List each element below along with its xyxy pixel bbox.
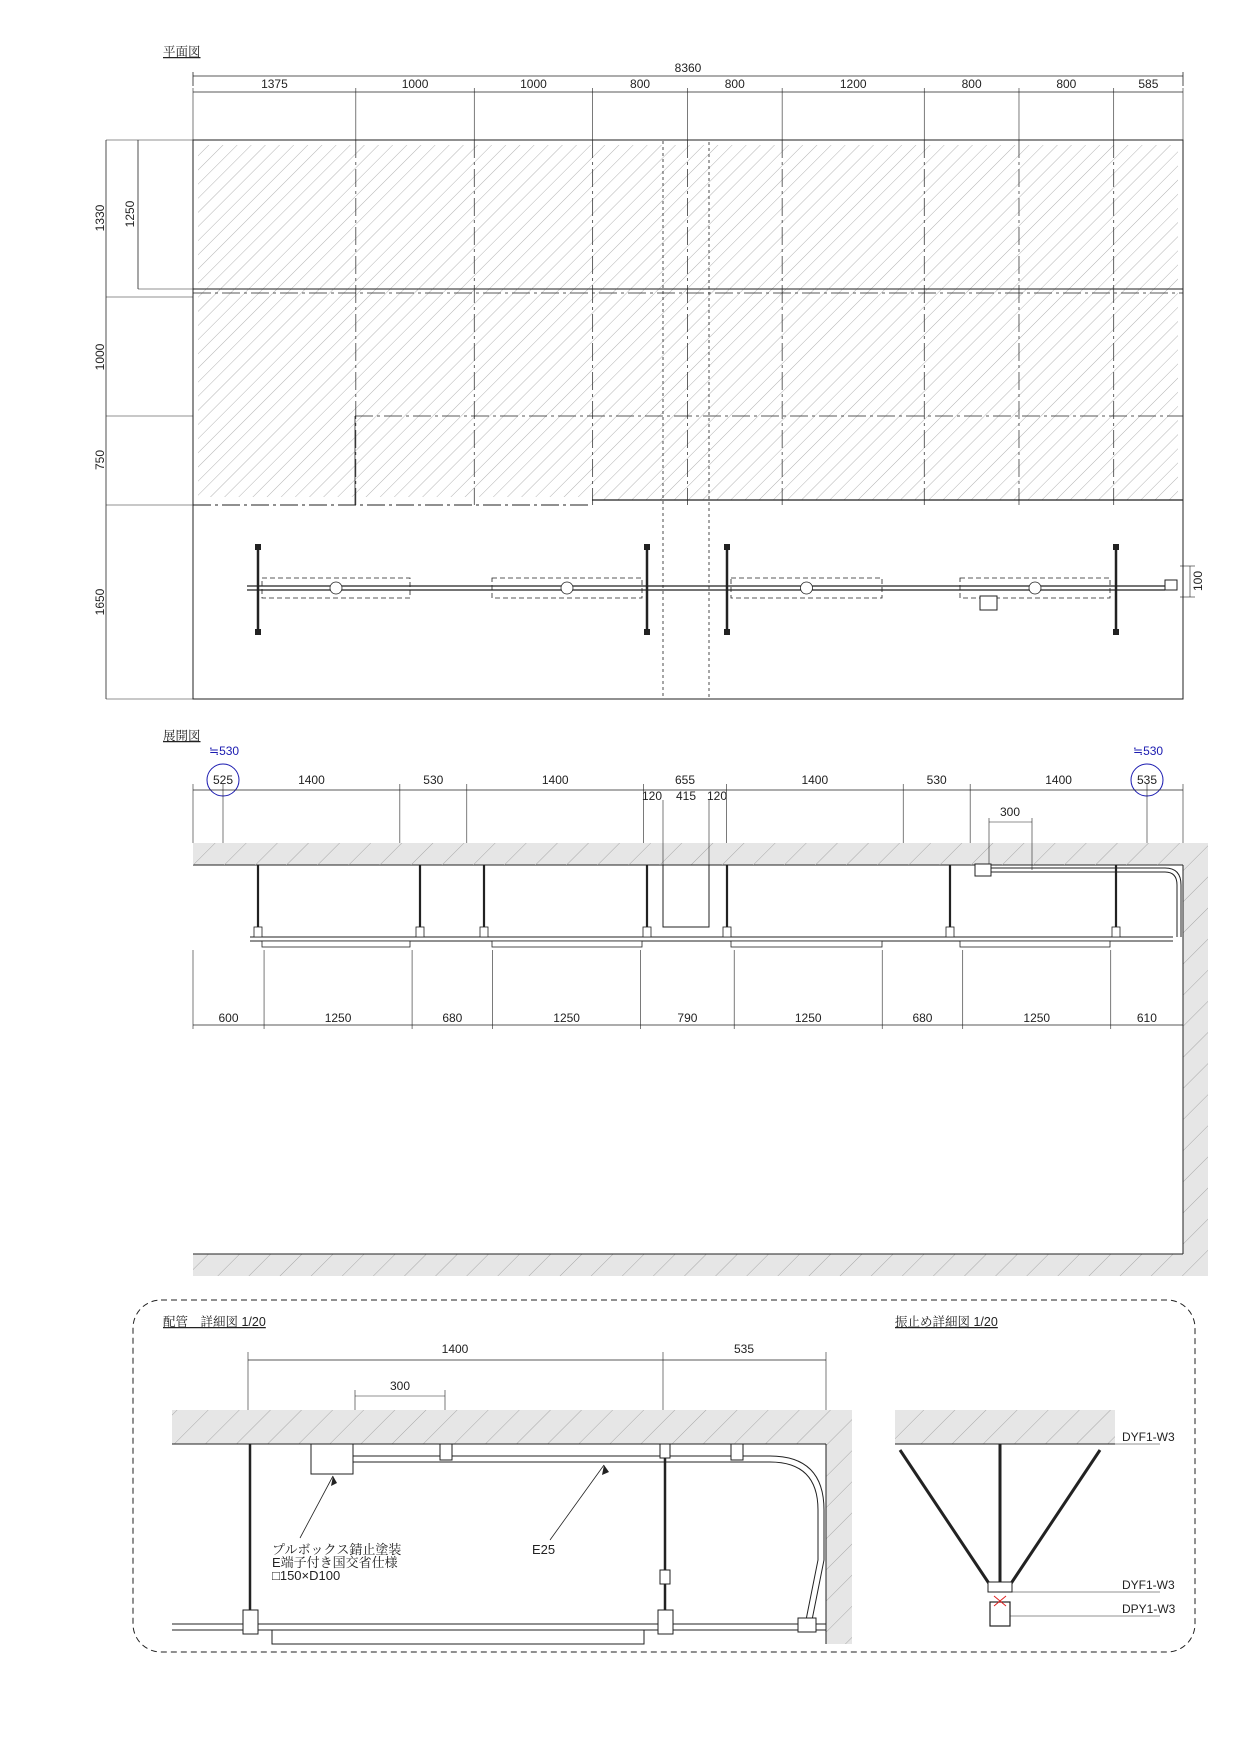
plan-right-dim: 100 (1191, 570, 1205, 592)
conduit-label: E25 (532, 1542, 556, 1557)
right-circled-dim: 535 (1136, 773, 1158, 787)
plan-brace-end (255, 629, 261, 635)
pullbox-note-line1: プルボックス錆止塗装 (272, 1542, 402, 1557)
elevation-bottom-dims (193, 950, 1183, 1029)
elevation-bottom-dim-label: 1250 (553, 1011, 580, 1025)
elevation-top-dim-label: 1400 (541, 773, 569, 787)
elevation-pull-box (975, 864, 991, 876)
piping-detail (163, 1315, 852, 1644)
right-approx-dim: ≒530 (1133, 744, 1164, 758)
elevation-hanger-clamp (1112, 927, 1120, 937)
brace-rail-clamp (990, 1602, 1010, 1626)
piping-detail-title: 配管 詳細図 1/20 (163, 1315, 266, 1329)
plan-brace-end (644, 544, 650, 550)
elevation-bottom-dim-label: 610 (1136, 1011, 1157, 1025)
plan-top-dim-label: 1375 (261, 77, 288, 91)
elevation-bottom-dim-label: 790 (677, 1011, 698, 1025)
elevation-bottom-dim-label: 1250 (794, 1011, 822, 1025)
plan-top-dim-label: 800 (724, 77, 745, 91)
plan-top-dim-label: 800 (630, 77, 651, 91)
elevation-center-dim-label: 415 (675, 789, 697, 803)
plan-fixtures (262, 578, 1110, 598)
plan-view (93, 45, 1205, 699)
elevation-hanger-clamp (723, 927, 731, 937)
plan-fixture-lamp (801, 582, 813, 594)
elevation-fixture (960, 941, 1110, 947)
plan-top-dim-label: 585 (1138, 77, 1159, 91)
brace-detail-title: 振止め詳細図 1/20 (895, 1315, 998, 1329)
left-dim-2: 1000 (93, 343, 107, 371)
piping-dim-pullbox: 300 (389, 1379, 411, 1393)
plan-hatched-area (198, 145, 1178, 500)
elevation-view (163, 729, 1208, 1276)
brace-detail (895, 1314, 1176, 1626)
plan-top-dim-label: 1000 (401, 77, 429, 91)
brace-label-3: DPY1-W3 (1122, 1602, 1176, 1616)
pullbox-note-line3: □150×D100 (272, 1568, 341, 1583)
left-circled-dim: 525 (212, 773, 234, 787)
brace-label-2: DYF1-W3 (1122, 1578, 1175, 1592)
elevation-bottom-dim-label: 680 (912, 1011, 933, 1025)
plan-top-dim-label: 800 (961, 77, 982, 91)
elevation-fixture (492, 941, 642, 947)
elevation-hanger-clamp (643, 927, 651, 937)
left-dim-4: 1650 (93, 588, 107, 616)
piping-dim-end: 535 (733, 1342, 755, 1356)
elevation-bottom-dim-label: 1250 (324, 1011, 352, 1025)
elevation-top-dim-label: 1400 (298, 773, 325, 787)
elevation-title: 展開図 (163, 729, 201, 743)
detail-pull-box (311, 1444, 353, 1474)
plan-top-dim-label: 1200 (839, 77, 867, 91)
plan-brace-end (724, 629, 730, 635)
elevation-top-dim-label: 530 (926, 773, 947, 787)
elevation-fixture (731, 941, 882, 947)
elevation-hanger-clamp (416, 927, 424, 937)
elevation-top-dim-label: 1400 (1045, 773, 1072, 787)
plan-top-dim-label: 800 (1056, 77, 1077, 91)
plan-fixture-lamp (561, 582, 573, 594)
plan-fixture-lamp (1029, 582, 1041, 594)
left-dim-3: 750 (93, 449, 107, 471)
plan-top-dim-label: 1000 (520, 77, 547, 91)
elevation-top-dim-label: 655 (674, 773, 696, 787)
elevation-top-dim-label: 1400 (801, 773, 829, 787)
plan-pull-box (980, 596, 997, 610)
elevation-center-dim-label: 120 (641, 789, 663, 803)
plan-brace-end (724, 544, 730, 550)
elevation-top-dims (193, 773, 1183, 843)
brace-label-1: DYF1-W3 (1122, 1430, 1175, 1444)
elevation-hanger-clamp (254, 927, 262, 937)
elevation-center-dim-label: 120 (706, 789, 728, 803)
elevation-hanger-clamp (480, 927, 488, 937)
plan-brace-end (644, 629, 650, 635)
elevation-opening (663, 865, 709, 927)
plan-brace-end (1113, 629, 1119, 635)
plan-brace-end (1113, 544, 1119, 550)
plan-fixture-lamp (330, 582, 342, 594)
left-approx-dim: ≒530 (209, 744, 240, 758)
elevation-hanger-clamp (946, 927, 954, 937)
elevation-top-dim-label: 530 (423, 773, 444, 787)
piping-dim-span: 1400 (441, 1342, 469, 1356)
plan-brace-end (255, 544, 261, 550)
elevation-bottom-dim-label: 600 (218, 1011, 239, 1025)
elevation-pullbox-dim: 300 (999, 805, 1021, 819)
inner-dim-1250: 1250 (123, 200, 137, 228)
pullbox-note-line2: E端子付き国交省仕様 (272, 1555, 398, 1570)
plan-title: 平面図 (163, 45, 201, 59)
elevation-bottom-dim-label: 680 (442, 1011, 463, 1025)
plan-top-dims (193, 77, 1183, 140)
elevation-fixtures (262, 941, 1110, 947)
elevation-bottom-dim-label: 1250 (1023, 1011, 1051, 1025)
left-dim-1: 1330 (93, 204, 107, 232)
elevation-fixture (262, 941, 410, 947)
detail-fixture (272, 1630, 644, 1644)
overall-width-label: 8360 (674, 61, 702, 75)
